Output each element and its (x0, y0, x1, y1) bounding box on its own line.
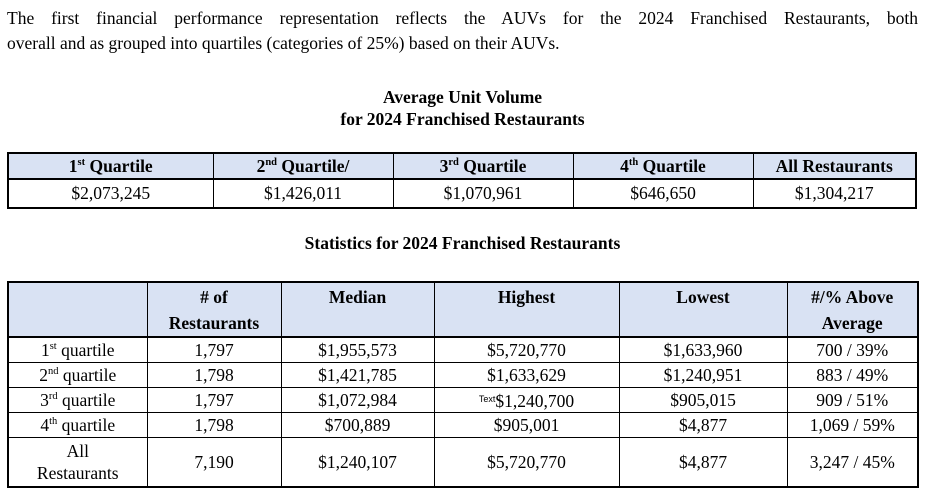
header-line: # of (200, 287, 228, 307)
auv-header-all (753, 153, 916, 179)
row-label (8, 412, 147, 437)
row-label (8, 437, 147, 487)
above-average-cell: 3,247 / 45% (787, 437, 918, 487)
above-average-cell: 1,069 / 59% (787, 412, 918, 437)
auv-value-q4: $646,650 (573, 179, 753, 208)
ordinal-suffix: nd (47, 365, 59, 377)
ordinal-suffix: rd (48, 390, 58, 402)
stats-table (7, 281, 919, 488)
count-cell: 1,797 (147, 387, 281, 412)
ordinal-number: 4 (40, 414, 50, 435)
stats-row-all (8, 437, 918, 487)
ordinal-number: 3 (40, 389, 49, 410)
above-average-cell: 883 / 49% (787, 362, 918, 387)
ordinal-number: 4 (620, 155, 629, 176)
lowest-cell: $1,633,960 (619, 337, 787, 362)
count-cell: 7,190 (147, 437, 281, 487)
ordinal-number: 1 (68, 155, 78, 176)
above-average-cell: 700 / 39% (787, 337, 918, 362)
ordinal-suffix: nd (265, 156, 277, 168)
row-label (8, 337, 147, 362)
header-line: Average (821, 313, 883, 333)
auv-value-q2: $1,426,011 (213, 179, 393, 208)
label-text: quartile (56, 339, 115, 360)
median-cell: $1,955,573 (281, 337, 434, 362)
auv-value-row (8, 179, 916, 208)
above-average-cell: 909 / 51% (787, 387, 918, 412)
stats-header-row (8, 282, 918, 337)
ordinal-suffix: st (77, 156, 86, 168)
header-text: Quartile (85, 155, 153, 176)
auv-value-all: $1,304,217 (753, 179, 916, 208)
stats-row-q1 (8, 337, 918, 362)
intro-line-1: The first financial performance representation reflects the AUVs for the 2024 Franchised Restaurants, both (7, 8, 918, 28)
auv-header-row (8, 153, 916, 179)
count-cell: 1,798 (147, 412, 281, 437)
auv-table-title-line2: for 2024 Franchised Restaurants (340, 109, 585, 129)
highest-cell: $5,720,770 (434, 337, 619, 362)
row-label (8, 387, 147, 412)
highest-value: $1,240,700 (495, 390, 575, 411)
stats-header-median: Median (281, 282, 434, 337)
stats-table-title: Statistics for 2024 Franchised Restaurants (304, 233, 621, 253)
auv-table (7, 152, 917, 209)
ordinal-number: 2 (39, 364, 48, 385)
highest-cell (434, 387, 619, 412)
stats-header-count (147, 282, 281, 337)
count-cell: 1,798 (147, 362, 281, 387)
label-text: quartile (58, 364, 117, 385)
auv-table-title (7, 86, 918, 130)
ordinal-suffix: th (49, 415, 58, 427)
stats-row-q3 (8, 387, 918, 412)
auv-header-q3 (393, 153, 573, 179)
stats-row-q2 (8, 362, 918, 387)
header-text: Quartile (638, 155, 706, 176)
auv-header-q2 (213, 153, 393, 179)
ordinal-number: 2 (256, 155, 266, 176)
auv-value-q1: $2,073,245 (8, 179, 213, 208)
label-text: quartile (57, 414, 116, 435)
count-cell: 1,797 (147, 337, 281, 362)
median-cell: $700,889 (281, 412, 434, 437)
lowest-cell: $905,015 (619, 387, 787, 412)
row-label (8, 362, 147, 387)
intro-line-2: overall and as grouped into quartiles (categories of 25%) based on their AUVs. (7, 33, 560, 53)
auv-header-q4 (573, 153, 753, 179)
highest-cell: $1,633,629 (434, 362, 619, 387)
label-line: All (66, 440, 89, 461)
median-cell: $1,421,785 (281, 362, 434, 387)
auv-table-title-line1: Average Unit Volume (382, 87, 543, 107)
ordinal-suffix: rd (448, 156, 459, 168)
stats-header-highest: Highest (434, 282, 619, 337)
header-line: Restaurants (168, 313, 260, 333)
median-cell: $1,072,984 (281, 387, 434, 412)
ordinal-number: 1 (40, 339, 50, 360)
stats-row-q4 (8, 412, 918, 437)
auv-header-q1 (8, 153, 213, 179)
header-text: Quartile/ (277, 155, 350, 176)
label-line: Restaurants (36, 462, 119, 483)
highest-cell: $5,720,770 (434, 437, 619, 487)
header-text: All Restaurants (775, 155, 893, 176)
header-text: Quartile (458, 155, 527, 176)
ordinal-number: 3 (439, 155, 449, 176)
lowest-cell: $1,240,951 (619, 362, 787, 387)
auv-value-q3: $1,070,961 (393, 179, 573, 208)
text-annotation: Text (478, 393, 496, 404)
stats-header-above (787, 282, 918, 337)
median-cell: $1,240,107 (281, 437, 434, 487)
label-text: quartile (57, 389, 116, 410)
stats-header-empty (8, 282, 147, 337)
ordinal-suffix: th (628, 156, 639, 168)
intro-paragraph (7, 6, 918, 56)
lowest-cell: $4,877 (619, 437, 787, 487)
highest-cell: $905,001 (434, 412, 619, 437)
stats-header-lowest: Lowest (619, 282, 787, 337)
ordinal-suffix: st (49, 340, 57, 352)
header-line: #/% Above (811, 287, 894, 307)
lowest-cell: $4,877 (619, 412, 787, 437)
